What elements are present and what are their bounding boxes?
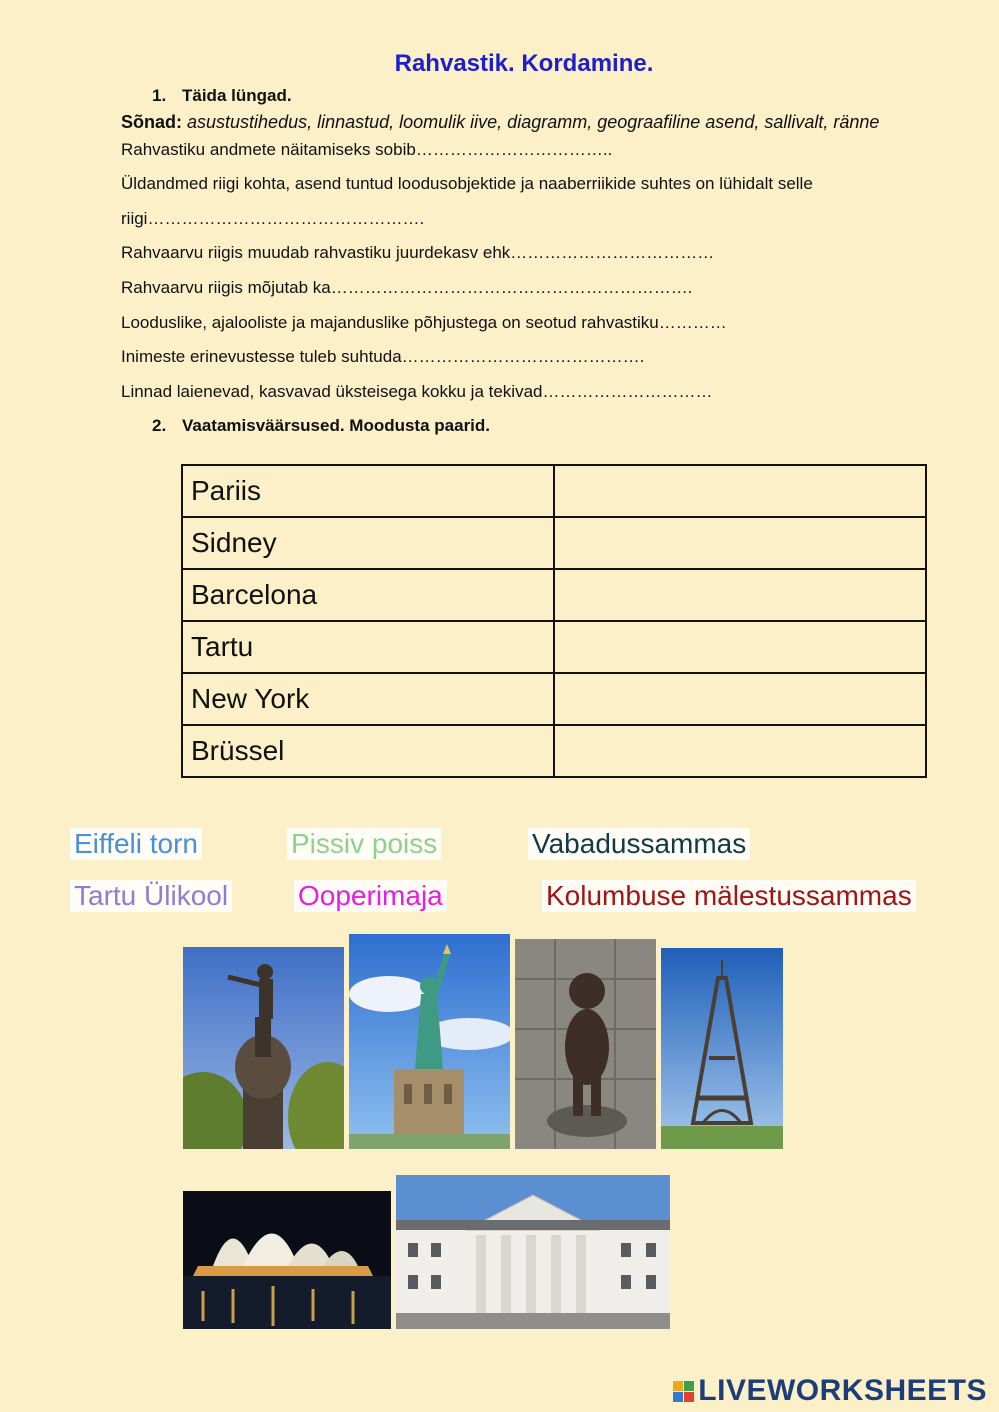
- sentence-3[interactable]: Rahvaarvu riigis muudab rahvastiku juurdekasv ehk………………………………: [121, 243, 715, 262]
- answer-cell[interactable]: [554, 673, 926, 725]
- city-cell: Sidney: [182, 517, 554, 569]
- city-cell: Tartu: [182, 621, 554, 673]
- city-cell: Brüssel: [182, 725, 554, 777]
- table-row: [182, 673, 926, 725]
- landmark-manneken-pis[interactable]: Pissiv poiss: [287, 828, 441, 860]
- columbus-monument-photo: [183, 947, 344, 1149]
- word-bank: Sõnad: asustustihedus, linnastud, loomulik iive, diagramm, geograafiline asend, sallivalt, ränne: [121, 112, 880, 132]
- table-row: [182, 517, 926, 569]
- manneken-pis-photo: [515, 939, 656, 1149]
- sentence-2: Üldandmed riigi kohta, asend tuntud loodusobjektide ja naaberriikide suhtes on lühidalt selle: [121, 174, 813, 193]
- sentence-5[interactable]: Looduslike, ajalooliste ja majanduslike põhjustega on seotud rahvastiku…………: [121, 313, 727, 332]
- city-cell: New York: [182, 673, 554, 725]
- task2-heading: 2. Vaatamisväärsused. Moodusta paarid.: [152, 416, 491, 435]
- answer-cell[interactable]: [554, 725, 926, 777]
- eiffel-tower-photo: [661, 948, 783, 1149]
- sentence-4[interactable]: Rahvaarvu riigis mõjutab ka……………………………………………………….: [121, 278, 693, 297]
- landmark-statue-of-liberty[interactable]: Vabadussammas: [528, 828, 750, 860]
- liveworksheets-logo: LIVEWORKSHEETS: [673, 1374, 987, 1408]
- landmark-eiffel-tower[interactable]: Eiffeli torn: [70, 828, 202, 860]
- table-row: [182, 569, 926, 621]
- landmark-university-of-tartu[interactable]: Tartu Ülikool: [70, 880, 232, 912]
- landmark-opera-house[interactable]: Ooperimaja: [294, 880, 447, 912]
- answer-cell[interactable]: [554, 517, 926, 569]
- table-row: [182, 465, 926, 517]
- sentence-7[interactable]: Linnad laienevad, kasvavad üksteisega kokku ja tekivad…………………………: [121, 382, 713, 401]
- statue-of-liberty-photo: [349, 934, 510, 1149]
- university-of-tartu-photo: [396, 1175, 670, 1329]
- task1-heading: 1. Täida lüngad.: [152, 86, 292, 105]
- matching-table: [181, 464, 927, 778]
- landmark-columbus-monument[interactable]: Kolumbuse mälestussammas: [542, 880, 916, 912]
- answer-cell[interactable]: [554, 465, 926, 517]
- sydney-opera-house-photo: [183, 1191, 391, 1329]
- city-cell: Pariis: [182, 465, 554, 517]
- table-row: [182, 621, 926, 673]
- logo-mark-icon: [673, 1381, 694, 1402]
- sentence-2-cont[interactable]: riigi………………………………………….: [121, 209, 425, 228]
- city-cell: Barcelona: [182, 569, 554, 621]
- table-row: [182, 725, 926, 777]
- sentence-1[interactable]: Rahvastiku andmete näitamiseks sobib……………………………..: [121, 140, 613, 159]
- sentence-6[interactable]: Inimeste erinevustesse tuleb suhtuda…………………………………….: [121, 347, 645, 366]
- page-title: Rahvastik. Kordamine.: [394, 50, 654, 77]
- answer-cell[interactable]: [554, 569, 926, 621]
- answer-cell[interactable]: [554, 621, 926, 673]
